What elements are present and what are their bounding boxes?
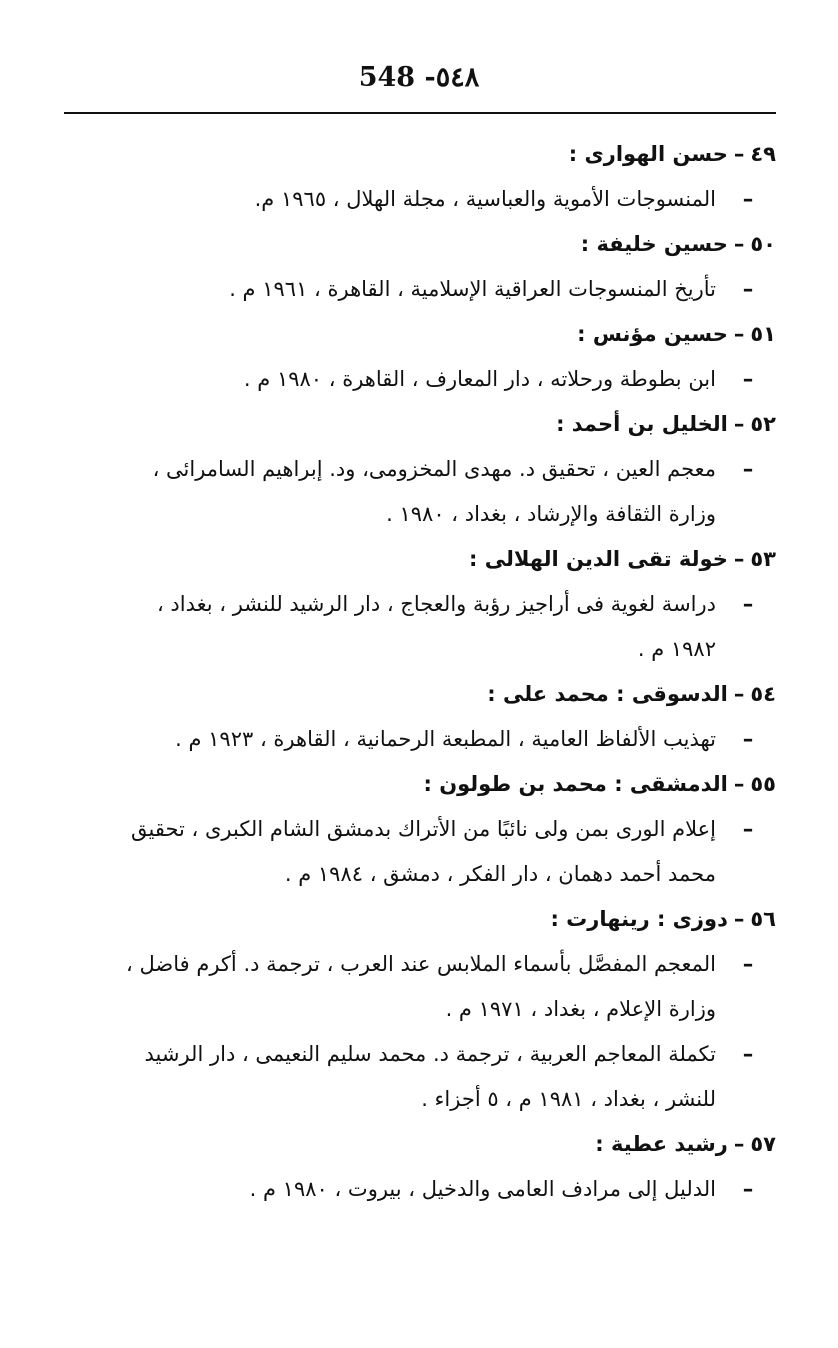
entry-separator: –: [733, 682, 745, 706]
work-item: [48, 717, 780, 762]
citation-line: ابن بطوطة ورحلاته ، دار المعارف ، القاهرة ، ١٩٨٠ م .: [243, 367, 716, 391]
citation-line: دراسة لغوية فى أراجيز رؤبة والعجاج ، دار الرشيد للنشر ، بغداد ،: [156, 592, 716, 616]
work-item: [48, 267, 780, 312]
entry-author: [48, 1122, 780, 1167]
work-item: [48, 1032, 780, 1122]
citation-line: معجم العين ، تحقيق د. مهدى المخزومى، ود. إبراهيم السامرائى ،: [152, 457, 716, 481]
author-name: حسين مؤنس :: [577, 322, 728, 346]
work-citation: [48, 447, 716, 537]
work-citation: [48, 267, 716, 312]
work-item: [48, 582, 780, 672]
entry-separator: –: [733, 142, 745, 166]
entry-number: ٥٤: [750, 682, 776, 706]
entry-separator: –: [733, 547, 745, 571]
author-name: الدمشقى : محمد بن طولون :: [423, 772, 728, 796]
entry-number: ٥٦: [750, 907, 776, 931]
work-bullet: –: [742, 727, 754, 751]
author-name: الدسوقى : محمد على :: [487, 682, 728, 706]
entry-separator: –: [733, 1132, 745, 1156]
work-citation: [48, 357, 716, 402]
work-item: [48, 807, 780, 897]
entry-author: [48, 402, 780, 447]
header-rule: [64, 112, 776, 114]
citation-line: تأريخ المنسوجات العراقية الإسلامية ، القاهرة ، ١٩٦١ م .: [229, 277, 716, 301]
entry-number: ٥١: [750, 322, 776, 346]
author-name: الخليل بن أحمد :: [556, 412, 728, 436]
entry-number: ٤٩: [750, 142, 776, 166]
citation-line: تكملة المعاجم العربية ، ترجمة د. محمد سليم النعيمى ، دار الرشيد: [144, 1042, 716, 1066]
bibliography-list: [48, 132, 780, 1212]
work-bullet: –: [742, 457, 754, 481]
work-bullet: –: [742, 277, 754, 301]
entry-separator: –: [733, 232, 745, 256]
work-item: [48, 447, 780, 537]
entry-number: ٥٢: [750, 412, 776, 436]
citation-line: المنسوجات الأموية والعباسية ، مجلة الهلال ، ١٩٦٥ م.: [254, 187, 716, 211]
work-citation: [48, 717, 716, 762]
page-number-separator: -: [424, 62, 436, 93]
work-bullet: –: [742, 952, 754, 976]
work-citation: [48, 942, 716, 1032]
author-name: حسن الهوارى :: [568, 142, 728, 166]
page-number-arabic: ٥٤٨: [435, 62, 480, 93]
entry-separator: –: [733, 322, 745, 346]
citation-line: وزارة الثقافة والإرشاد ، بغداد ، ١٩٨٠ .: [386, 502, 716, 526]
work-item: [48, 177, 780, 222]
entry-separator: –: [733, 412, 745, 436]
citation-line: ١٩٨٢ م .: [637, 637, 716, 661]
citation-line: الدليل إلى مرادف العامى والدخيل ، بيروت ، ١٩٨٠ م .: [249, 1177, 716, 1201]
entry-author: [48, 762, 780, 807]
author-name: حسين خليفة :: [580, 232, 728, 256]
entry-separator: –: [733, 907, 745, 931]
entry-number: ٥٣: [750, 547, 776, 571]
citation-line: تهذيب الألفاظ العامية ، المطبعة الرحمانية ، القاهرة ، ١٩٢٣ م .: [175, 727, 716, 751]
work-bullet: –: [742, 592, 754, 616]
entry-author: [48, 672, 780, 717]
work-bullet: –: [742, 1042, 754, 1066]
work-bullet: –: [742, 1177, 754, 1201]
work-bullet: –: [742, 187, 754, 211]
work-citation: [48, 177, 716, 222]
citation-line: وزارة الإعلام ، بغداد ، ١٩٧١ م .: [445, 997, 716, 1021]
work-item: [48, 942, 780, 1032]
entry-author: [48, 897, 780, 942]
citation-line: للنشر ، بغداد ، ١٩٨١ م ، ٥ أجزاء .: [421, 1087, 716, 1111]
author-name: رشيد عطية :: [595, 1132, 728, 1156]
author-name: دوزى : رينهارت :: [550, 907, 728, 931]
entry-author: [48, 312, 780, 357]
entry-number: ٥٠: [750, 232, 776, 256]
page-number-header: [0, 62, 838, 93]
entry-number: ٥٧: [750, 1132, 776, 1156]
author-name: خولة تقى الدين الهلالى :: [469, 547, 728, 571]
entry-separator: –: [733, 772, 745, 796]
citation-line: محمد أحمد دهمان ، دار الفكر ، دمشق ، ١٩٨٤ م .: [284, 862, 716, 886]
work-citation: [48, 807, 716, 897]
citation-line: المعجم المفصَّل بأسماء الملابس عند العرب ، ترجمة د. أكرم فاضل ،: [126, 952, 716, 976]
entry-author: [48, 132, 780, 177]
page-number-latin: 548: [358, 62, 416, 93]
entry-author: [48, 222, 780, 267]
entry-author: [48, 537, 780, 582]
work-citation: [48, 582, 716, 672]
citation-line: إعلام الورى بمن ولى نائبًا من الأتراك بدمشق الشام الكبرى ، تحقيق: [130, 817, 716, 841]
work-bullet: –: [742, 367, 754, 391]
work-item: [48, 357, 780, 402]
work-citation: [48, 1167, 716, 1212]
work-item: [48, 1167, 780, 1212]
work-citation: [48, 1032, 716, 1122]
entry-number: ٥٥: [750, 772, 776, 796]
work-bullet: –: [742, 817, 754, 841]
